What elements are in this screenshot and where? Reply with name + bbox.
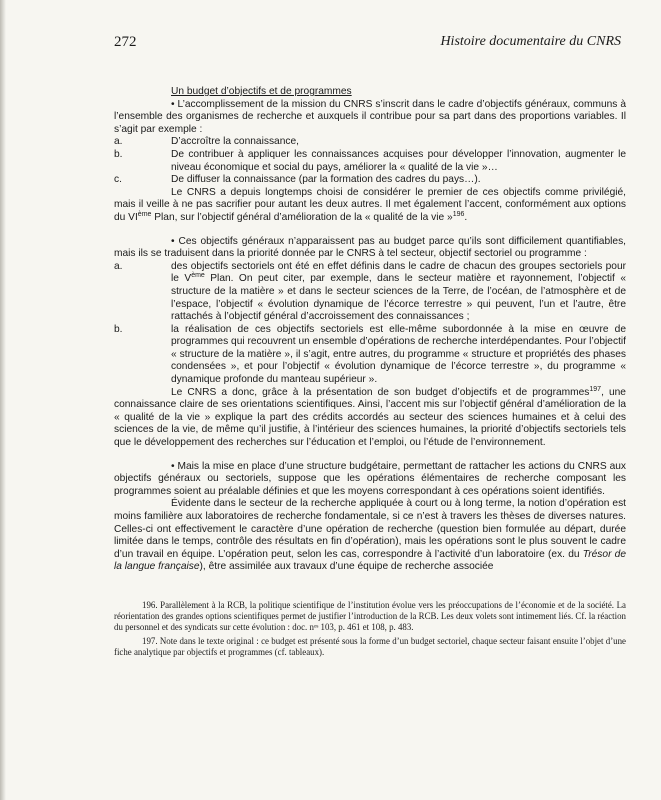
section-title: Un budget d’objectifs et de programmes: [171, 86, 352, 97]
text-run: Le CNRS a donc, grâce à la présentation de son budget d’objectifs et de programmes: [171, 386, 590, 398]
block1-intro: • L’accomplissement de la mission du CNRS s’inscrit dans le cadre d’objectifs généraux, communs à l’ensemble des organismes de recherche et auxquels il contribue pour sa part dans des proportions variables. Il s’agit par exemple :: [114, 98, 626, 135]
footnote-ref-196: 196: [452, 210, 465, 218]
superscript: ème: [191, 272, 205, 280]
list-item-text: De diffuser la connaissance (par la formation des cadres du pays…).: [171, 174, 481, 186]
footnote-ref-197: 197: [589, 385, 602, 393]
list-item-label: a.: [114, 260, 123, 272]
list-item-label: b.: [114, 148, 123, 160]
text-run: .: [464, 211, 468, 223]
text-run: Évidente dans le secteur de la recherche appliquée à court ou à long terme, la notion d’opération est moins familière aux laboratoires de recherche fondamentale, si ce n’est à travers les thèses de diverses natures. Celles-ci ont effectivement le caractère d’une opération de recherche (question bien formulée au départ, durée limitée dans le temps, contrôle des résultats en fin d’opération), mais les opérations sont le plus souvent le cadre d’un travail en équipe. L’opération peut, selon les cas, correspondre à l’activité d’un laboratoire (ex. du: [114, 498, 626, 560]
page-number: 272: [114, 34, 137, 50]
text-run: des objectifs sectoriels ont été en effet définis dans le cadre de chacun des groupes sectoriels pour le V: [171, 260, 626, 285]
block3-intro: • Mais la mise en place d’une structure budgétaire, permettant de rattacher les actions du CNRS aux objectifs généraux ou sectoriels, suppose que les opérations élémentaires de recherche composant les programmes soient au préalable définies et que les moyens correspondant à ces opérations soient identifiés.: [114, 460, 626, 497]
text-run: Plan, sur l’objectif général d’amélioration de la « qualité de la vie »: [151, 211, 453, 223]
block3-paragraph: [114, 498, 626, 574]
page-body: [114, 86, 626, 574]
list-item-a: [114, 136, 626, 149]
list-item-label: c.: [114, 174, 122, 186]
footnote-196: 196. Parallèlement à la RCB, la politique scientifique de l’institution évolue vers les préoccupations de l’économie et de la société. La réorientation des grandes options scientifiques permet de justifier l’introduction de la RCB. Les deux volets sont intimement liés. Cf. la réaction du personnel et des syndicats sur cette évolution : doc. nᵒˢ 103, p. 461 et 108, p. 483.: [114, 600, 626, 632]
scan-shadow-edge: [0, 0, 6, 800]
text-run: Plan. On peut citer, par exemple, dans le secteur matière et rayonnement, l’objectif « structure de la matière » et dans le secteur sciences de la Terre, de l’océan, de l’atmosphère et de l’espace, l’objectif « évolution dynamique de l’écorce terrestre » qui peuvent, l’un et l’autre, être rattachés à l’objectif général d’accroissement des connaissances ;: [171, 273, 627, 323]
list-item-text: De contribuer à appliquer les connaissances acquises pour développer l’innovation, augmenter le niveau économique et social du pays, améliorer la « qualité de la vie »…: [171, 148, 626, 173]
list-item-a: [114, 261, 626, 324]
list-item-b: [114, 324, 626, 387]
footnotes: [114, 600, 626, 661]
italic-title: Trésor de la langue française: [114, 548, 627, 573]
block2-intro: • Ces objectifs généraux n’apparaissent pas au budget parce qu’ils sont difficilement quantifiables, mais ils se traduisent dans la priorité donnée par le CNRS à tel secteur, objectif sectoriel ou programme :: [114, 235, 626, 260]
list-item-label: a.: [114, 136, 123, 148]
list-item-text: D’accroître la connaissance,: [171, 136, 299, 148]
list-item-c: [114, 174, 626, 187]
page-header: [114, 34, 621, 54]
running-title: Histoire documentaire du CNRS: [440, 34, 621, 49]
superscript: ème: [137, 210, 152, 218]
text-run: Le CNRS a depuis longtemps choisi de considérer le premier de ces objectifs comme privilégié, mais il veille à ne pas sacrifier pour autant les deux autres. Il met également l’accent, conformément aux options du VI: [114, 186, 626, 223]
block2-paragraph: [114, 387, 626, 450]
list-item-label: b.: [114, 323, 123, 335]
footnote-197: 197. Note dans le texte original : ce budget est présenté sous la forme d’un budget sectoriel, chaque secteur faisant ensuite l’objet d’une fiche analytique par objectifs et programmes (cf. tableaux).: [114, 636, 626, 657]
text-run: , une connaissance claire de ses orientations scientifiques. Ainsi, l’accent mis sur l’objectif général d’amélioration de la « qualité de la vie » explique la part des crédits accordés au secteur des sciences humaines et à celui des sciences de la vie, de même qu’il justifie, à l’intérieur des sciences humaines, la priorité d’objectifs sectoriels tels que le développement des recherches sur l’éducation et l’emploi, ou l’étude de l’environnement.: [114, 386, 626, 449]
text-run: la réalisation de ces objectifs sectoriels est elle-même subordonnée à la mise en œuvre de programmes qui recouvrent un ensemble d’opérations de recherche interdépendantes. Pour l’objectif « structure de la matière », il s’agit, entre autres, du programme « structure et propriétés des phases condensées », et pour l’objectif « évolution dynamique de l’écorce terrestre », du programme « dynamique profonde du manteau supérieur ».: [171, 323, 626, 386]
list-item-b: [114, 149, 626, 174]
block1-paragraph: [114, 187, 626, 225]
text-run: ), être assimilée aux travaux d’une équipe de recherche associée: [199, 561, 494, 573]
